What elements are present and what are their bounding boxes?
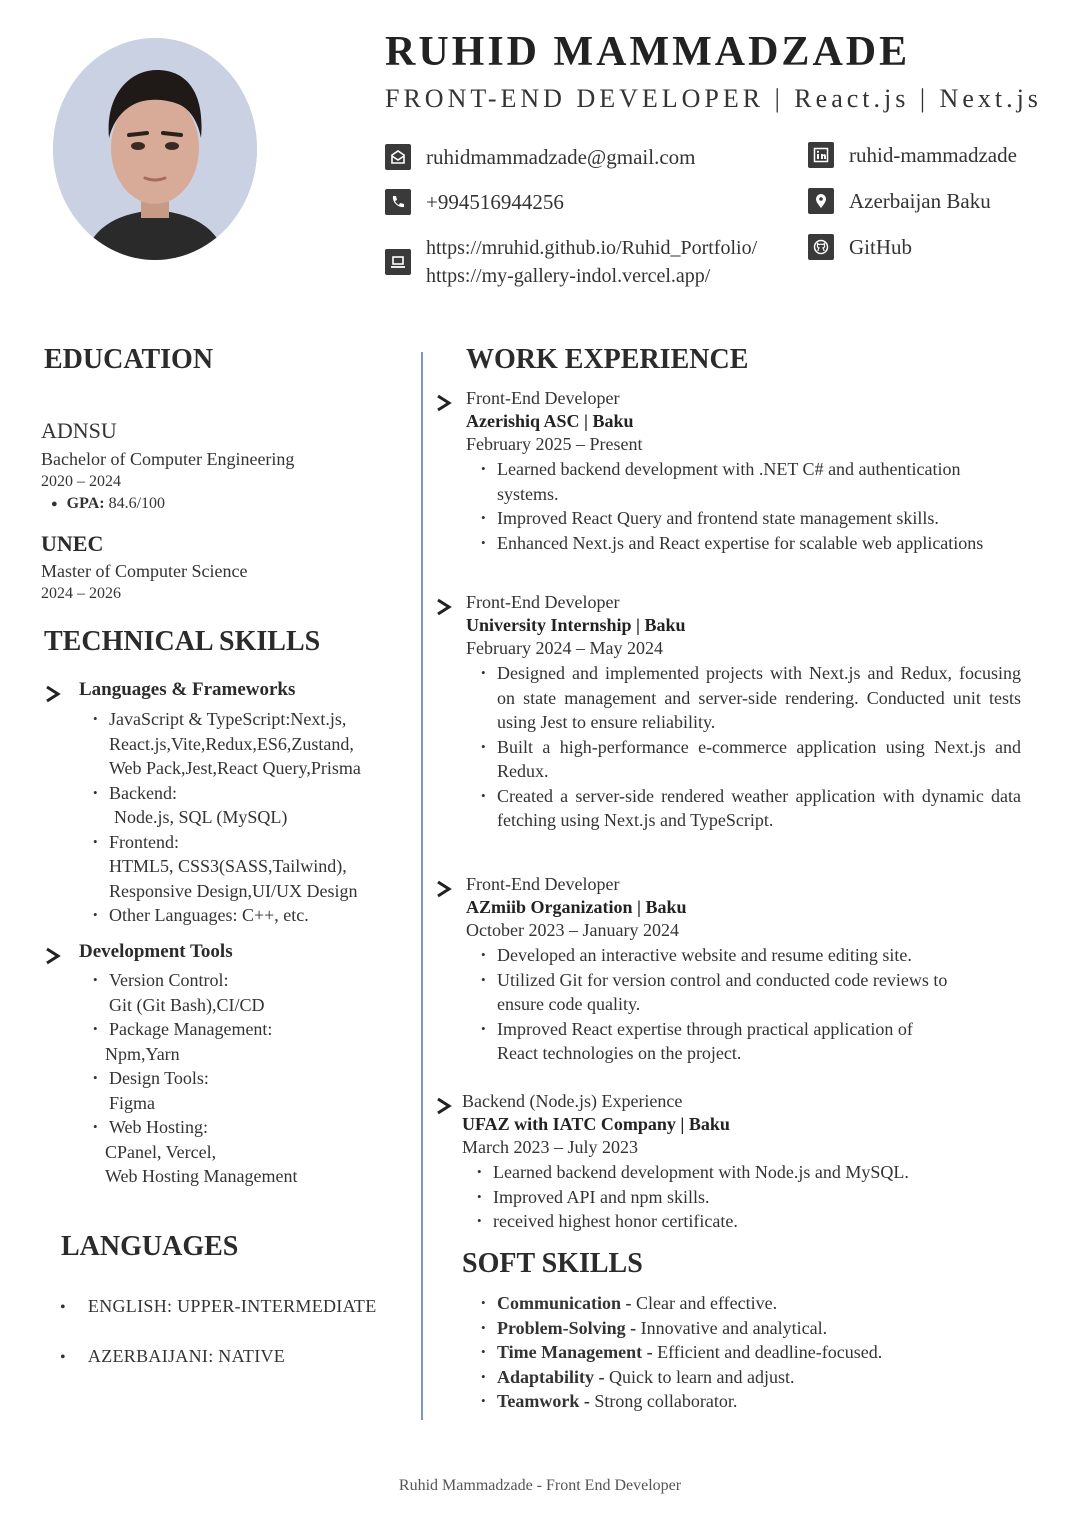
soft-skill-label: Time Management -: [497, 1342, 653, 1362]
language-text: AZERBAIJANI: NATIVE: [87, 1346, 286, 1366]
phone-number[interactable]: +994516944256: [426, 189, 564, 214]
job-bullet: • Improved API and npm skills.: [474, 1185, 1014, 1210]
skill-item: [90, 707, 400, 781]
job-bullet: • Learned backend development with Node.js and MySQL.: [474, 1160, 1014, 1185]
skill-category-title: Languages & Frameworks: [79, 679, 296, 700]
contact-websites-row[interactable]: [385, 234, 757, 290]
job-title: Backend (Node.js) Experience: [462, 1091, 683, 1111]
skill-line: Web Pack,Jest,React Query,Prisma: [109, 758, 361, 778]
linkedin-link[interactable]: ruhid-mammadzade: [849, 142, 1017, 167]
language-text: ENGLISH: UPPER-INTERMEDIATE: [87, 1296, 377, 1316]
soft-skill-text: Strong collaborator.: [594, 1391, 738, 1411]
soft-skill-text: Clear and effective.: [636, 1293, 778, 1313]
location-pin-icon: [808, 188, 834, 214]
skill-line: • Package Management:: [109, 1019, 273, 1039]
skill-line: Responsive Design,UI/UX Design: [109, 880, 358, 901]
job-bullets: [478, 457, 1018, 555]
skill-item: [90, 1115, 400, 1189]
job-title: Front-End Developer: [466, 874, 620, 894]
job-bullet: • Improved React Query and frontend state management skills.: [478, 506, 1018, 531]
skill-item: [90, 781, 400, 830]
soft-skills-list: [478, 1291, 1018, 1414]
education-item: [41, 418, 294, 515]
chevron-right-icon: [435, 393, 453, 413]
person-portrait-icon: [53, 38, 257, 260]
job-bullet: • received highest honor certificate.: [474, 1209, 1014, 1234]
skill-line: Web Hosting Management: [105, 1166, 298, 1186]
location-text: Azerbaijan Baku: [849, 188, 991, 213]
chevron-right-icon: [435, 1096, 453, 1116]
job-dates: February 2025 – Present: [466, 434, 643, 454]
contact-github-row[interactable]: [808, 234, 912, 260]
gpa-line: ● GPA: 84.6/100: [41, 493, 294, 515]
technical-skills-heading: TECHNICAL SKILLS: [44, 626, 321, 657]
contact-email-row[interactable]: [385, 144, 696, 170]
job-bullet: • Utilized Git for version control and conducted code reviews to ensure code quality.: [478, 968, 968, 1017]
soft-skills-heading: SOFT SKILLS: [462, 1248, 643, 1279]
skill-line: • Other Languages: C++, etc.: [109, 905, 309, 925]
soft-skill-label: Teamwork -: [497, 1391, 590, 1411]
job-bullet: • Designed and implemented projects with Next.js and Redux, focusing on state management and server-side rendering. Conducted unit tests using Jest to ensure reliability.: [478, 661, 1021, 735]
job-company: AZmiib Organization | Baku: [466, 897, 687, 917]
github-link[interactable]: GitHub: [849, 234, 912, 259]
job-bullets: [474, 1160, 1014, 1234]
job-title: Front-End Developer: [466, 592, 620, 612]
candidate-role: FRONT-END DEVELOPER | React.js | Next.js: [385, 84, 1042, 113]
school-name: UNEC: [41, 531, 104, 556]
skill-line: Git (Git Bash),CI/CD: [109, 994, 265, 1015]
degree: Master of Computer Science: [41, 561, 248, 581]
work-experience-heading: WORK EXPERIENCE: [466, 344, 749, 375]
gpa-value: 84.6/100: [108, 495, 166, 512]
skill-item: [90, 903, 400, 928]
soft-skill-text: Efficient and deadline-focused.: [657, 1342, 883, 1362]
soft-skill-label: Problem-Solving -: [497, 1317, 637, 1338]
skill-line: HTML5, CSS3(SASS,Tailwind),: [109, 856, 347, 876]
soft-skill-item: [478, 1340, 1018, 1365]
skill-line: • Frontend:: [109, 831, 179, 852]
education-heading: EDUCATION: [44, 344, 214, 375]
skill-item: [90, 1066, 400, 1115]
job-company: University Internship | Baku: [466, 615, 686, 635]
skill-item: [90, 830, 400, 904]
contact-phone-row[interactable]: [385, 189, 564, 215]
linkedin-icon: [808, 142, 834, 168]
job-entry: [466, 874, 1026, 1066]
email-icon: [385, 144, 411, 170]
chevron-right-icon: [44, 946, 62, 966]
languages-heading: LANGUAGES: [61, 1231, 239, 1262]
gpa-label: GPA:: [66, 495, 105, 512]
skill-category-title: Development Tools: [79, 941, 233, 962]
github-icon: [808, 234, 834, 260]
email-link[interactable]: ruhidmammadzade@gmail.com: [426, 144, 696, 169]
soft-skill-text: Quick to learn and adjust.: [609, 1366, 795, 1387]
skill-line: React.js,Vite,Redux,ES6,Zustand,: [109, 733, 354, 754]
job-entry: [466, 592, 1026, 833]
chevron-right-icon: [435, 879, 453, 899]
soft-skill-item: [478, 1316, 1018, 1341]
job-dates: February 2024 – May 2024: [466, 638, 663, 658]
skill-line: Figma: [109, 1092, 156, 1113]
skill-item: [90, 968, 400, 1017]
soft-skill-item: [478, 1291, 1018, 1316]
chevron-right-icon: [435, 597, 453, 617]
job-bullet: • Enhanced Next.js and React expertise for scalable web applications: [478, 531, 1018, 556]
soft-skill-label: Adaptability -: [497, 1366, 605, 1387]
laptop-icon: [385, 249, 411, 275]
column-divider: [421, 352, 423, 1420]
skill-item: [90, 1017, 400, 1066]
job-bullet: • Improved React expertise through practical application of React technologies on the project.: [478, 1017, 968, 1066]
soft-skill-label: Communication -: [497, 1293, 632, 1313]
contact-location-row: [808, 188, 991, 214]
profile-photo: [53, 38, 257, 260]
skill-line: • Version Control:: [109, 970, 229, 990]
degree: Bachelor of Computer Engineering: [41, 449, 295, 469]
job-dates: October 2023 – January 2024: [466, 920, 679, 940]
skill-line: Node.js, SQL (MySQL): [114, 807, 288, 827]
skill-list: [90, 968, 400, 1189]
job-company: UFAZ with IATC Company | Baku: [462, 1114, 730, 1134]
language-item: • AZERBAIJANI: NATIVE: [60, 1346, 286, 1366]
education-years: 2024 – 2026: [41, 585, 121, 602]
job-company: Azerishiq ASC | Baku: [466, 411, 634, 431]
job-bullet: • Created a server-side rendered weather application with dynamic data fetching using Next.js and TypeScript.: [478, 784, 1021, 833]
soft-skill-item: [478, 1365, 1018, 1390]
skill-line: • Design Tools:: [109, 1068, 209, 1088]
skill-line: • Backend:: [109, 782, 177, 803]
education-years: 2020 – 2024: [41, 473, 121, 490]
job-bullets: [478, 943, 968, 1066]
page-footer: Ruhid Mammadzade - Front End Developer: [398, 1477, 682, 1494]
soft-skill-text: Innovative and analytical.: [640, 1317, 828, 1338]
job-bullet: • Developed an interactive website and resume editing site.: [478, 943, 968, 968]
skill-list: [90, 707, 400, 928]
school-name: ADNSU: [41, 418, 117, 443]
skill-line: CPanel, Vercel,: [105, 1141, 217, 1162]
skill-line: • JavaScript & TypeScript:Next.js,: [109, 709, 347, 729]
job-bullet: • Learned backend development with .NET C# and authentication systems.: [478, 457, 1018, 506]
job-bullets: [478, 661, 1021, 833]
job-dates: March 2023 – July 2023: [462, 1137, 638, 1157]
language-item: • ENGLISH: UPPER-INTERMEDIATE: [60, 1296, 377, 1316]
job-entry: [462, 1091, 1022, 1234]
skill-line: • Web Hosting:: [109, 1117, 209, 1137]
soft-skill-item: [478, 1389, 1018, 1414]
job-entry: [466, 388, 1026, 555]
gallery-link[interactable]: https://my-gallery-indol.vercel.app/: [426, 265, 711, 287]
candidate-name: RUHID MAMMADZADE: [385, 29, 911, 75]
skill-line: Npm,Yarn: [105, 1043, 180, 1064]
job-title: Front-End Developer: [466, 388, 620, 408]
chevron-right-icon: [44, 684, 62, 704]
portfolio-link[interactable]: https://mruhid.github.io/Ruhid_Portfolio/: [426, 237, 758, 259]
contact-linkedin-row[interactable]: [808, 142, 1017, 168]
phone-icon: [385, 189, 411, 215]
job-bullet: • Built a high-performance e-commerce application using Next.js and Redux.: [478, 735, 1021, 784]
education-item: [41, 531, 247, 605]
